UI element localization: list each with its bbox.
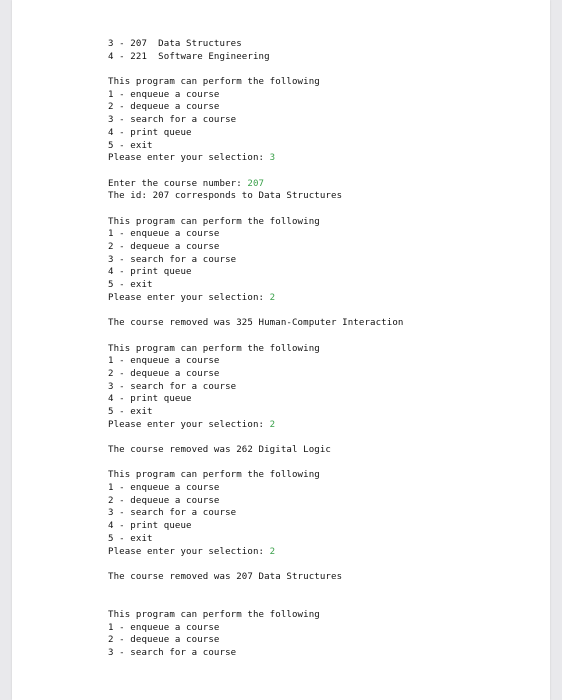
console-line-text: This program can perform the following	[108, 343, 320, 354]
console-line-text: 1 - enqueue a course	[108, 622, 220, 633]
console-line	[108, 140, 403, 153]
console-line	[108, 89, 403, 102]
console-blank-line	[108, 596, 403, 609]
console-line-text: 3 - search for a course	[108, 508, 237, 519]
console-line	[108, 51, 403, 64]
console-line	[108, 76, 403, 89]
console-line-text: 5 - exit	[108, 140, 153, 151]
console-line-text: 4 - print queue	[108, 267, 192, 278]
console-line	[108, 279, 403, 292]
console-output	[108, 38, 403, 660]
console-line	[108, 406, 403, 419]
console-line-text: This program can perform the following	[108, 216, 320, 227]
console-line	[108, 190, 403, 203]
console-line	[108, 444, 403, 457]
console-line-text: 2 - dequeue a course	[108, 495, 220, 506]
console-line	[108, 241, 403, 254]
console-line-text: 1 - enqueue a course	[108, 356, 220, 367]
console-line-text: 3 - 207 Data Structures	[108, 39, 242, 49]
console-blank-line	[108, 165, 403, 178]
console-blank-line	[108, 584, 403, 597]
console-line	[108, 622, 403, 635]
console-line-text: The course removed was 262 Digital Logic	[108, 445, 331, 455]
console-line	[108, 368, 403, 381]
console-line	[108, 381, 403, 394]
console-line-text: This program can perform the following	[108, 470, 320, 481]
console-line-text: 4 - print queue	[108, 521, 192, 532]
console-line-text: Enter the course number:	[108, 178, 248, 189]
console-user-input: 2	[269, 546, 276, 557]
console-line-text: 5 - exit	[108, 533, 153, 544]
console-line-text: 5 - exit	[108, 406, 153, 417]
console-line	[108, 216, 403, 229]
console-line	[108, 482, 403, 495]
document-page	[12, 0, 550, 700]
console-blank-line	[108, 457, 403, 470]
console-blank-line	[108, 304, 403, 317]
console-line-text: 3 - search for a course	[108, 381, 237, 392]
console-line-text: 1 - enqueue a course	[108, 229, 220, 240]
console-line-text: 1 - enqueue a course	[108, 483, 220, 494]
console-prompt-line	[108, 178, 403, 191]
console-line	[108, 533, 403, 546]
console-line	[108, 469, 403, 482]
console-prompt-line	[108, 419, 403, 432]
console-line	[108, 520, 403, 533]
console-line	[108, 355, 403, 368]
console-blank-line	[108, 431, 403, 444]
console-line-text: The course removed was 207 Data Structures	[108, 571, 343, 582]
console-line-text: 4 - print queue	[108, 394, 192, 405]
console-line	[108, 609, 403, 622]
console-line	[108, 507, 403, 520]
console-prompt-line	[108, 292, 403, 305]
console-line-text: The course removed was 325 Human-Computer Interaction	[108, 318, 404, 329]
console-line-text: 2 - dequeue a course	[108, 635, 220, 646]
console-user-input: 207	[247, 178, 265, 189]
console-line-text: 2 - dequeue a course	[108, 102, 220, 113]
console-line-text: 3 - search for a course	[108, 115, 237, 126]
console-line-text: The id: 207 corresponds to Data Structures	[108, 191, 343, 202]
console-line-text: 2 - dequeue a course	[108, 242, 220, 252]
console-line-text: 2 - dequeue a course	[108, 368, 220, 379]
console-line-text: This program can perform the following	[108, 609, 320, 620]
console-line-text: Please enter your selection:	[108, 546, 270, 557]
console-blank-line	[108, 203, 403, 216]
console-line	[108, 495, 403, 508]
console-line	[108, 254, 403, 267]
console-blank-line	[108, 330, 403, 343]
console-line	[108, 114, 403, 127]
console-prompt-line	[108, 546, 403, 559]
console-line	[108, 127, 403, 140]
console-line-text: 4 - 221 Software Engineering	[108, 51, 270, 62]
console-line	[108, 317, 403, 330]
console-line-text: Please enter your selection:	[108, 292, 270, 303]
console-line	[108, 266, 403, 279]
console-line	[108, 343, 403, 356]
console-line-text: This program can perform the following	[108, 77, 320, 88]
console-line-text: 1 - enqueue a course	[108, 89, 220, 100]
console-line	[108, 634, 403, 647]
console-user-input: 3	[269, 153, 276, 164]
console-user-input: 2	[269, 292, 276, 303]
console-line-text: Please enter your selection:	[108, 419, 270, 430]
console-line	[108, 38, 403, 51]
console-user-input: 2	[269, 419, 276, 430]
console-line	[108, 228, 403, 241]
console-line-text: Please enter your selection:	[108, 153, 270, 164]
console-blank-line	[108, 558, 403, 571]
console-line-text: 4 - print queue	[108, 127, 192, 138]
console-line-text: 3 - search for a course	[108, 648, 237, 658]
console-line	[108, 393, 403, 406]
console-line-text: 5 - exit	[108, 280, 153, 291]
console-line	[108, 647, 403, 660]
console-prompt-line	[108, 152, 403, 165]
console-line-text: 3 - search for a course	[108, 254, 237, 265]
console-line	[108, 101, 403, 114]
console-line	[108, 571, 403, 584]
console-blank-line	[108, 63, 403, 76]
